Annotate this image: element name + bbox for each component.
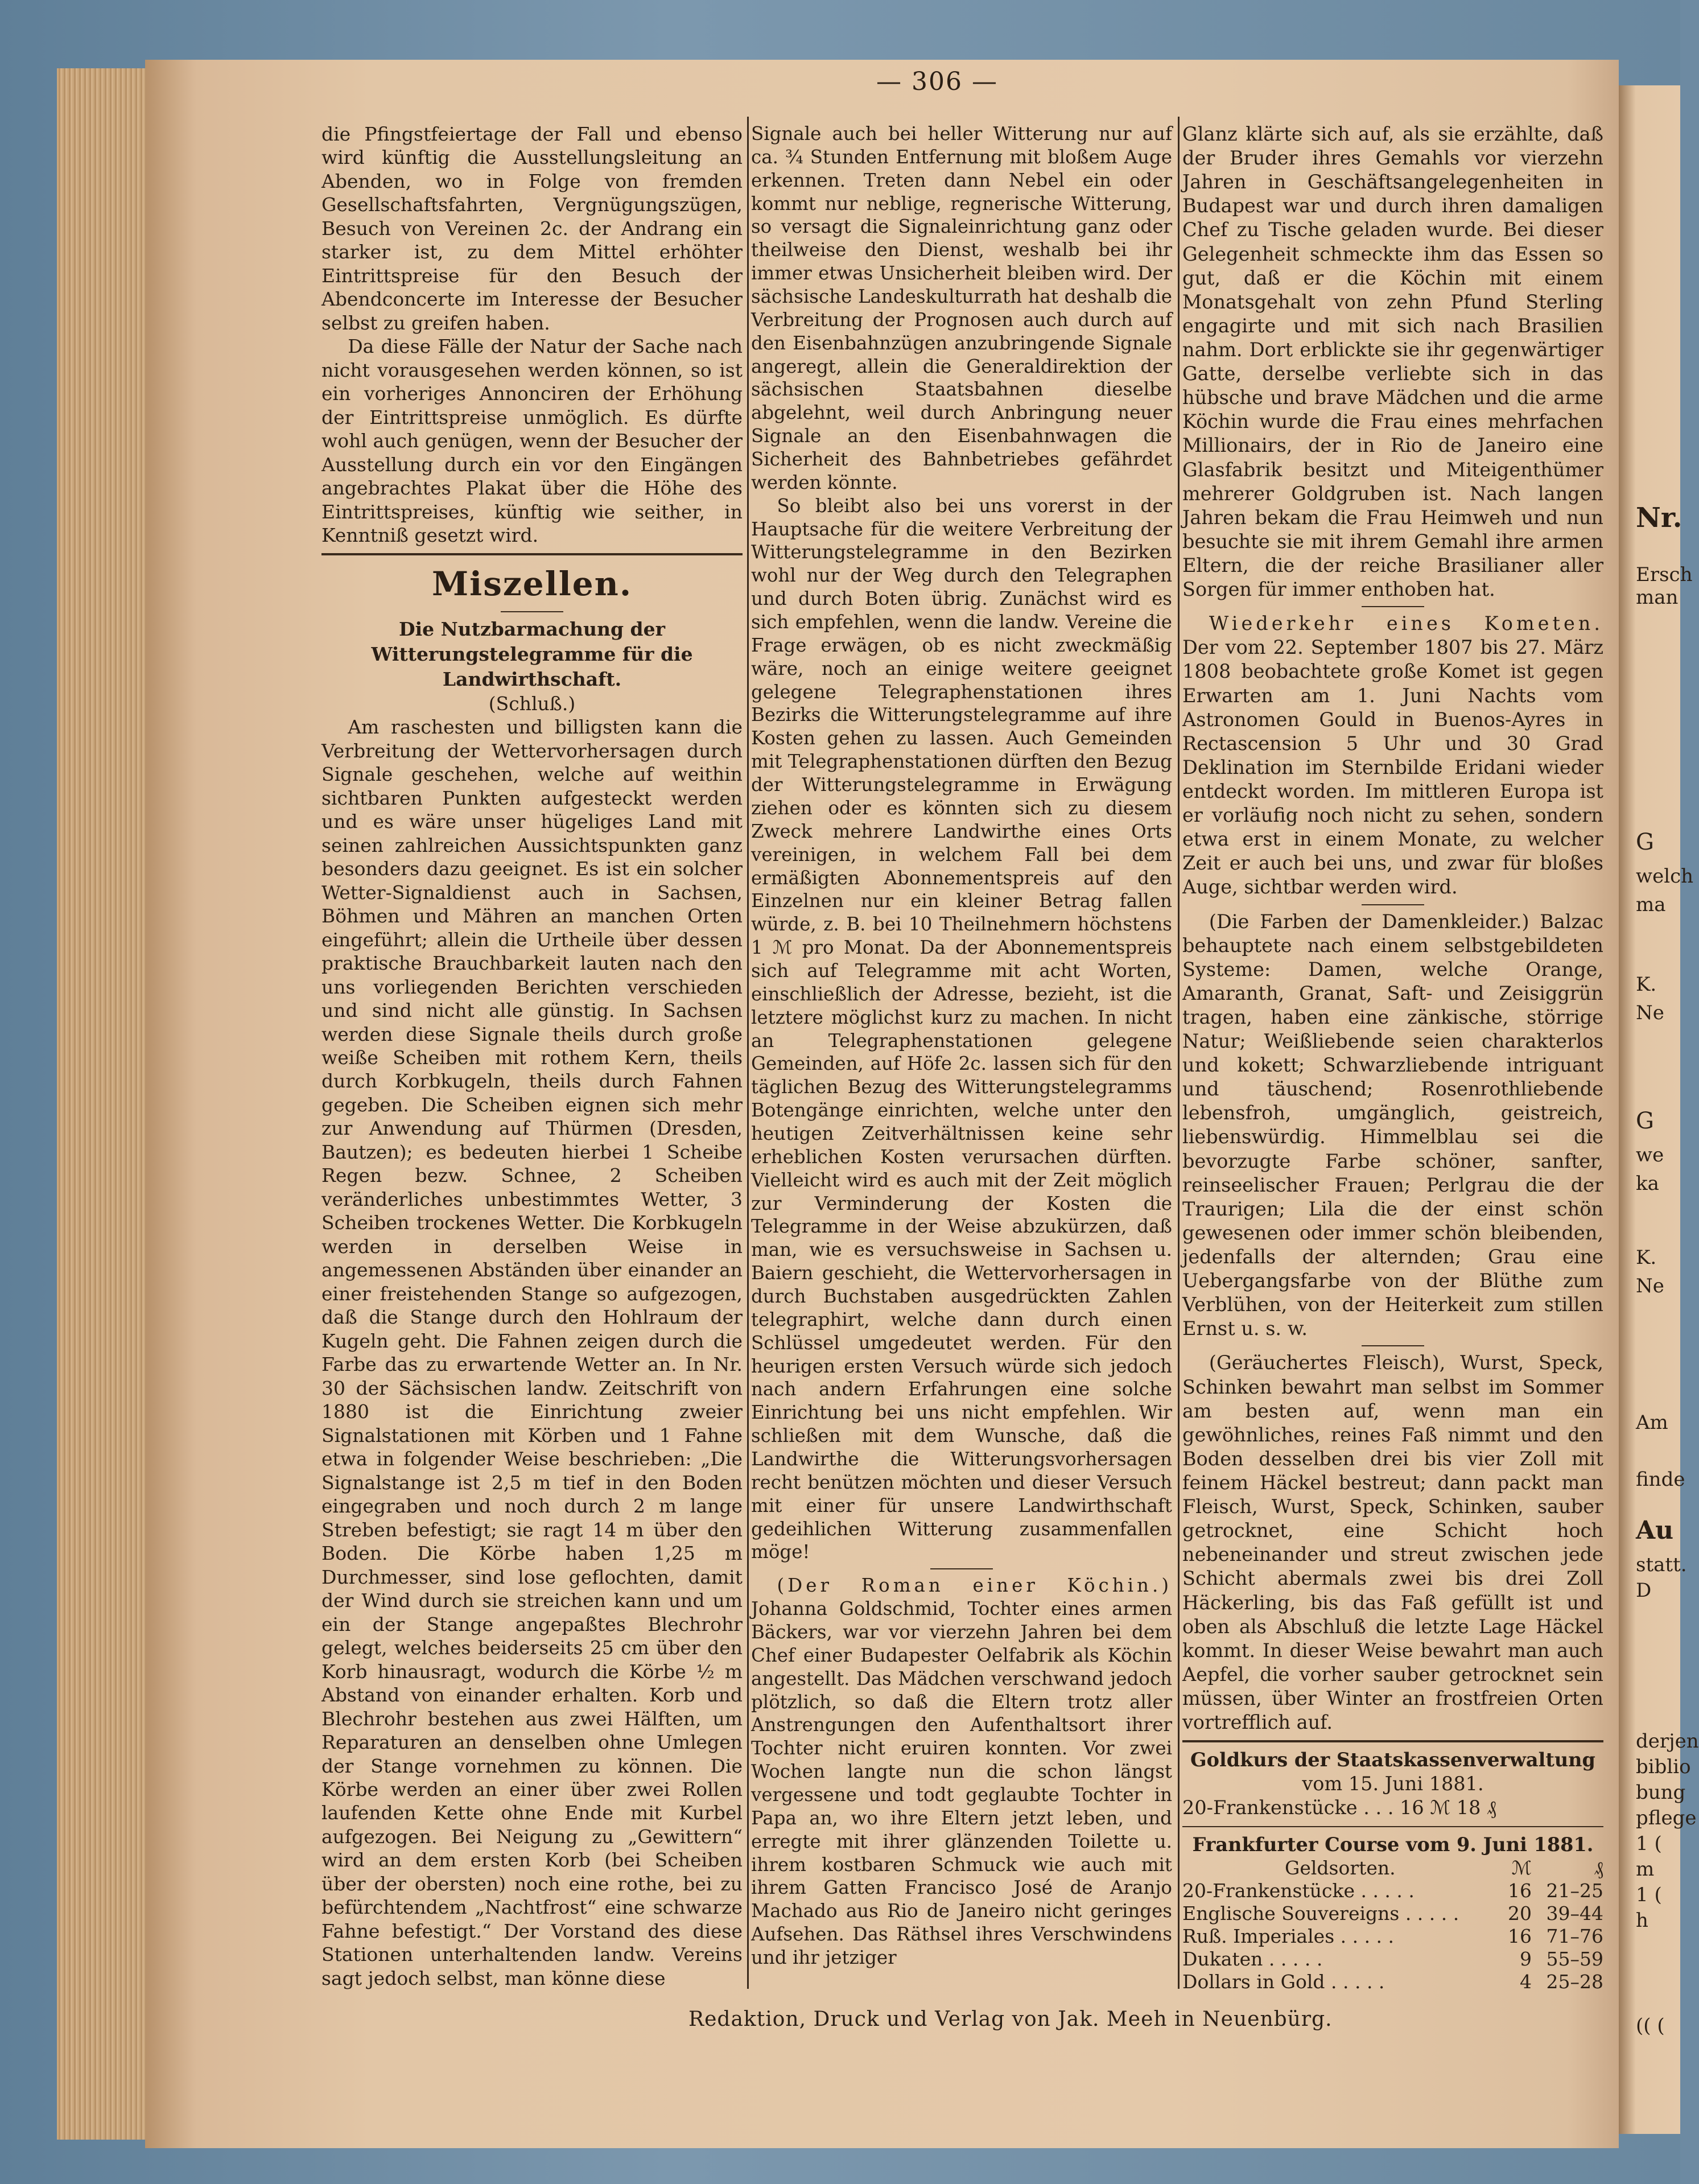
currency-name: Dollars in Gold . . . . . [1182,1970,1385,1993]
mark-header: ℳ [1511,1856,1532,1879]
frankfurt-title: Frankfurter Course vom 9. Juni 1881. [1192,1833,1594,1856]
fragment: derjen [1636,1730,1699,1753]
fragment: G [1636,829,1654,855]
article-title: Die Nutzbarmachung der Witterungstelegramme für die Landwirthschaft. [371,617,693,690]
item-heading: (Der Roman einer Köchin.) [777,1575,1172,1597]
fragment: Am [1636,1411,1668,1434]
continuation-note: (Schluß.) [488,692,576,715]
column-2 [751,122,1172,1969]
exchange-table [1182,1857,1603,1993]
item-heading: Wiederkehr eines Kometen. [1209,612,1603,635]
table-header [1182,1857,1603,1880]
pfennig-header: ₰ [1594,1856,1603,1879]
column-1 [321,122,743,1990]
fragment: ma [1636,893,1666,916]
page-stack [57,68,148,2140]
fragment: (( ( [1636,2014,1665,2037]
fragment: Ne [1636,1275,1664,1297]
adjacent-page-edge [1619,85,1699,2134]
currency-pfennig: 21–25 [1546,1879,1603,1902]
section-divider [321,553,743,555]
fragment: welch [1636,865,1694,888]
fragment: ka [1636,1172,1659,1195]
fragment: Nr. [1636,502,1682,534]
currency-pfennig: 39–44 [1546,1902,1603,1925]
goldkurs-title: Goldkurs der Staatskassenverwaltung [1190,1749,1595,1771]
currency-name: Englische Souvereigns . . . . . [1182,1902,1459,1925]
fragment: biblio [1636,1756,1691,1778]
fragment: h [1636,1909,1648,1932]
fragment: 1 ( [1636,1832,1662,1855]
fragment: we [1636,1144,1664,1167]
column-rule-1 [747,117,749,1989]
divider [930,1568,993,1569]
section-divider [1182,1740,1603,1742]
goldkurs-line: 20-Frankenstücke . . . 16 ℳ 18 ₰ [1182,1796,1496,1819]
paragraph: Signale auch bei heller Witterung nur auf ca. ¾ Stunden Entfernung mit bloßem Auge erkennen. Treten dann Nebel ein oder kommt nur neblige, regnerische Witterung, so versagt die Signaleinrichtung ganz oder theilweise den Dienst, weshalb bei ihr immer etwas Unsicherheit bleiben wird. Der sächsische Landeskulturrath hat deshalb die Verbreitung der Prognosen auch durch auf den Eisenbahnzügen anzubringende Signale angeregt, allein die Generaldirektion der sächsischen Staatsbahnen dieselbe abgelehnt, weil durch Anbringung neuer Signale an den Eisenbahnwagen die Sicherheit des Bahnbetriebes gefährdet werden könnte. [751,123,1172,493]
table-row [1182,1925,1603,1948]
page-number: — 306 — [876,67,998,96]
currency-mark: 9 [1519,1947,1532,1970]
fragment: bung [1636,1781,1686,1804]
fragment: statt. [1636,1553,1687,1576]
column-rule-2 [1178,117,1180,1989]
paragraph: Am raschesten und billigsten kann die Verbreitung der Wettervorhersagen durch Signale geschehen, welche auf weithin sichtbaren Punkten aufgesteckt werden und es wäre unser hügeliges Land mit seinen zahlreichen Aussichtspunkten ganz besonders dazu geeignet. Es ist ein solcher Wetter-Signaldienst auch in Sachsen, Böhmen und Mähren an manchen Orten eingeführt; allein die Urtheile über dessen praktische Brauchbarkeit lauten nach den uns vorliegenden Berichten verschieden und sind nicht alle günstig. In Sachsen werden diese Signale theils durch große weiße Scheiben mit rothem Kern, theils durch Korbkugeln, theils durch Fahnen gegeben. Die Scheiben eignen sich mehr zur Anwendung auf Thürmen (Dresden, Bautzen); es bedeuten hierbei 1 Scheibe Regen bezw. Schnee, 2 Scheiben veränderliches unbestimmtes Wetter, 3 Scheiben trockenes Wetter. Die Korbkugeln werden in derselben Weise in angemessenen Abständen über einander an einer freistehenden Stange so aufgezogen, daß die Stange durch den Hohlraum der Kugeln geht. Die Fahnen zeigen durch die Farbe das zu erwartende Wetter an. In Nr. 30 der Sächsischen landw. Zeitschrift von 1880 ist die Einrichtung zweier Signalstationen mit Körben und 1 Fahne etwa in folgender Weise beschrieben: „Die Signalstange ist 2,5 m tief in den Boden eingegraben und noch durch 2 m lange Streben befestigt; sie ragt 14 m über den Boden. Die Körbe haben 1,25 m Durchmesser, sind lose geflochten, damit der Wind durch sie streichen kann und um ein der Stange angepaßtes Blechrohr gelegt, welches beiderseits 25 cm über den Korb hinausragt, wodurch die Körbe ½ m Abstand von einander erhalten. Korb und Blechrohr bestehen aus zwei Hälften, um Reparaturen an denselben ohne Umlegen der Stange vornehmen zu können. Die Körbe werden an einer über zwei Rollen laufenden Kette ohne Ende mit Kurbel aufgezogen. Bei Neigung zu „Gewittern“ wird an dem ersten Korb (bei Scheiben über der obersten) noch eine rothe, bei zu befürchtendem „Nachtfrost“ eine schwarze Fahne befestigt.“ Der Vorstand des diese Stationen unterhaltenden landw. Vereins sagt jedoch selbst, man könne diese [321,716,743,1989]
currency-pfennig: 71–76 [1546,1925,1603,1947]
fragment: K. [1636,973,1657,996]
table-row [1182,1880,1603,1902]
paragraph [751,1574,1172,1969]
paragraph: So bleibt also bei uns vorerst in der Hauptsache für die weitere Verbreitung der Witterungstelegramme in den Bezirken wohl nur der Weg durch den Telegraphen und durch Boten übrig. Zunächst wird es sich empfehlen, wenn die landw. Vereine die Frage erwägen, ob es nicht zweckmäßig wäre, noch an einige weitere geeignet gelegene Telegraphenstationen ihres Bezirks die Witterungstelegramme auf ihre Kosten gehen zu lassen. Auch Gemeinden mit Telegraphenstationen dürften den Bezug der Witterungstelegramme in Erwägung ziehen oder es könnten sich zu diesem Zweck mehrere Landwirthe eines Orts vereinigen, in welchem Fall bei dem ermäßigten Abonnementspreis auf den Einzelnen nur ein kleiner Betrag fallen würde, z. B. bei 10 Theilnehmern höchstens 1 ℳ pro Monat. Da der Abonnementspreis sich auf Telegramme mit acht Worten, einschließlich der Adresse, bezieht, ist die letztere möglichst kurz zu machen. In nicht an Telegraphenstationen gelegene Gemeinden, auf Höfe 2c. lassen sich für den täglichen Bezug des Witterungstelegramms Botengänge einrichten, welche unter den heutigen Zeitverhältnissen keine sehr erheblichen Kosten verursachen dürften. Vielleicht wird es auch mit der Zeit möglich zur Verminderung der Kosten die Telegramme in der Weise abzukürzen, daß man, wie es versuchsweise in Sachsen u. Baiern geschieht, die Wettervorhersagen in durch Buchstaben ausgedrückten Zahlen telegraphirt, welche dann durch einen Schlüssel umgedeutet werden. Für den heurigen ersten Versuch würde sich jedoch nach andern Erfahrungen eine solche Einrichtung bei uns nicht empfehlen. Wir schließen mit dem Wunsche, daß die Landwirthe die Witterungsvorhersagen recht benützen möchten und dieser Versuch mit einer für unsere Landwirthschaft gedeihlichen Witterung zusammenfallen möge! [751,495,1172,1563]
paragraph: Da diese Fälle der Natur der Sache nach nicht vorausgesehen werden können, so ist ein vorheriges Annonciren der Erhöhung der Eintrittspreise unmöglich. Es dürfte wohl auch genügen, wenn der Besucher der Ausstellung durch ein vor den Eingängen angebrachtes Plakat über die Höhe des Eintrittspreises, künftig wie seither, in Kenntniß gesetzt wird. [321,335,743,547]
fragment: K. [1636,1246,1657,1269]
fragment: 1 ( [1636,1884,1662,1906]
paragraph: (Die Farben der Damenkleider.) Balzac behauptete nach einem selbstgebildeten Systeme: Damen, welche Orange, Amaranth, Granat, Saft- und Zeisiggrün tragen, haben eine zänkische, störrige Natur; Weißliebende seien charakterlos und kokett; Schwarzliebende intriguant und täuschend; Rosenrothliebende lebensfroh, umgänglich, geistreich, liebenswürdig. Himmelblau sei die bevorzugte Farbe schöner, sanfter, reinseelischer Frauen; Perlgrau die der Traurigen; Lila die der einst schön gewesenen oder immer schön bleibenden, jedenfalls der alternden; Grau eine Uebergangsfarbe von der Blüthe zum Verblühen, von der Heiterkeit zum stillen Ernst u. s. w. [1182,910,1603,1340]
divider [1362,1345,1424,1346]
geldsorten-header: Geldsorten. [1284,1856,1396,1879]
table-row [1182,1948,1603,1971]
currency-mark: 4 [1519,1970,1532,1993]
fragment: pflege [1636,1807,1697,1829]
fragment: Au [1636,1516,1674,1545]
divider [1362,606,1424,607]
table-row [1182,1971,1603,1993]
currency-name: Ruß. Imperiales . . . . . [1182,1925,1395,1947]
goldkurs-date: vom 15. Juni 1881. [1302,1773,1484,1795]
fragment: D [1636,1579,1652,1602]
section-divider [1182,1826,1603,1827]
fragment: m [1636,1858,1655,1881]
currency-mark: 16 [1507,1879,1532,1902]
paragraph: Glanz klärte sich auf, als sie erzählte, daß der Bruder ihres Gemahls vor vierzehn Jahren in Geschäftsangelegenheiten in Budapest war und durch ihren damaligen Chef zu Tische geladen wurde. Bei dieser Gelegenheit schmeckte ihm das Essen so gut, daß er die Köchin mit einem Monatsgehalt von zehn Pfund Sterling engagirte und mit sich nach Brasilien nahm. Dort erblickte sie ihr gegenwärtiger Gatte, derselbe verliebte sich in das hübsche und brave Mädchen und die arme Köchin wurde die Frau eines mehrfachen Millionairs, der in Rio de Janeiro eine Glasfabrik besitzt und Miteigenthümer mehrerer Goldgruben ist. Nach langen Jahren bekam die Frau Heimweh und nun besuchte sie mit ihrem Gemahl ihre armen Eltern, die der reiche Brasilianer aller Sorgen für immer enthoben hat. [1182,123,1603,601]
imprint-footer: Redaktion, Druck und Verlag von Jak. Meeh in Neuenbürg. [688,2008,1333,2031]
currency-name: Dukaten . . . . . [1182,1947,1323,1970]
divider [501,611,563,612]
fragment: Ersch [1636,563,1693,586]
table-row [1182,1902,1603,1925]
item-text: Johanna Goldschmid, Tochter eines armen Bäckers, war vor vierzehn Jahren bei dem Chef einer Budapester Oelfabrik als Köchin angestellt. Das Mädchen verschwand jedoch plötzlich, so daß die Eltern trotz aller Anstrengungen den Aufenthaltsort ihrer Tochter nicht eruiren konnten. Vor zwei Wochen langte nun die schon längst vergessene und todt geglaubte Tochter in Papa an, wo ihre Eltern jetzt leben, und erregte mit ihrer glänzenden Toilette u. ihrem kostbaren Schmuck wie auch mit ihrem Gatten Francisco José de Aranjo Machado aus Rio de Janeiro nicht geringes Aufsehen. Das Räthsel ihres Verschwindens und ihr jetziger [751,1598,1172,1969]
currency-pfennig: 25–28 [1546,1970,1603,1993]
currency-pfennig: 55–59 [1546,1947,1603,1970]
section-heading: Miszellen. [431,564,633,603]
currency-mark: 20 [1507,1902,1532,1925]
currency-name: 20-Frankenstücke . . . . . [1182,1879,1415,1902]
currency-mark: 16 [1507,1925,1532,1947]
fragment: man [1636,586,1679,609]
paragraph [1182,612,1603,899]
fragment: finde [1636,1468,1685,1491]
item-text: Der vom 22. September 1807 bis 27. März 1808 beobachtete große Komet ist gegen Erwarten am 1. Juni Nachts vom Astronomen Gould in Buenos-Ayres in Rectascension 5 Uhr und 30 Grad Deklination im Sternbilde Eridani wieder entdeckt worden. Im mittleren Europa ist er vorläufig noch nicht zu sehen, sondern etwa erst in einem Monate, zu welcher Zeit er auch bei uns, und zwar für bloßes Auge, sichtbar werden wird. [1182,636,1603,899]
paragraph: (Geräuchertes Fleisch), Wurst, Speck, Schinken bewahrt man selbst im Sommer am besten auf, wenn man ein gewöhnliches, reines Faß nimmt und den Boden desselben drei bis vier Zoll mit feinem Häckel bestreut; dann packt man Fleisch, Wurst, Speck, Schinken, sauber getrocknet, eine Schicht hoch nebeneinander und streut zwischen jede Schicht abermals zwei bis drei Zoll Häckerling, bis das Faß gefüllt ist und oben als Abschluß die letzte Lage Häckel kommt. In dieser Weise bewahrt man auch Aepfel, die vorher sauber getrocknet sein müssen, über Winter an frostfreien Orten vortrefflich auf. [1182,1351,1603,1734]
fragment: Ne [1636,1002,1664,1024]
divider [1362,904,1424,905]
column-3 [1182,122,1603,1993]
fragment: G [1636,1108,1654,1134]
paragraph: die Pfingstfeiertage der Fall und ebenso wird künftig die Ausstellungsleitung an Abenden, wo in Folge von fremden Gesellschaftsfahrten, Vergnügungszügen, Besuch von Vereinen 2c. der Andrang ein starker ist, zu dem Mittel erhöhter Eintrittspreise für den Besuch der Abendconcerte im Interesse der Besucher selbst zu greifen haben. [321,123,743,334]
